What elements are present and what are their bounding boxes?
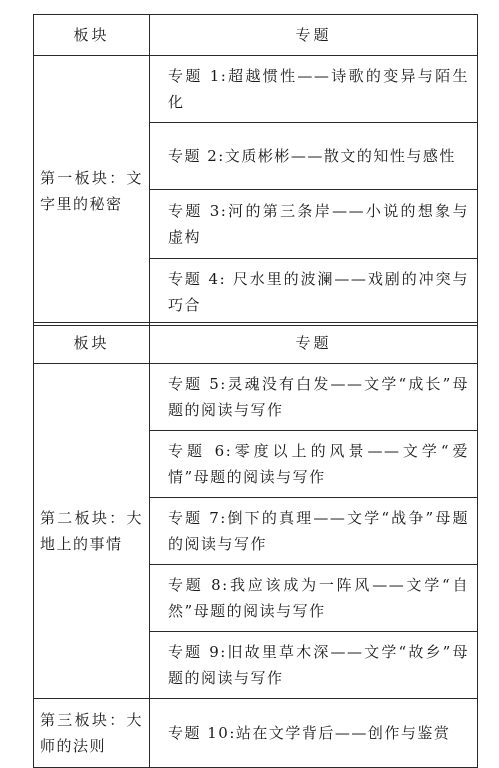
topic-cell: 专题 7:倒下的真理——文学“战争”母题的阅读与写作 <box>150 498 478 565</box>
block-label: 第三板块：大师的法则 <box>34 699 150 768</box>
topic-cell: 专题 8:我应该成为一阵风——文学“自然”母题的阅读与写作 <box>150 565 478 632</box>
header-block: 板块 <box>34 323 150 364</box>
curriculum-table-1 <box>33 14 478 326</box>
table-row <box>34 56 478 123</box>
curriculum-table-2 <box>33 322 478 768</box>
header-topic: 专题 <box>150 15 478 56</box>
table-header-row <box>34 323 478 364</box>
table-row <box>34 364 478 431</box>
topic-cell: 专题 10:站在文学背后——创作与鉴赏 <box>150 699 478 768</box>
block-label: 第二板块：大地上的事情 <box>34 364 150 699</box>
topic-cell: 专题 3:河的第三条岸——小说的想象与虚构 <box>150 190 478 259</box>
topic-cell: 专题 2:文质彬彬——散文的知性与感性 <box>150 123 478 190</box>
topic-cell: 专题 5:灵魂没有白发——文学“成长”母题的阅读与写作 <box>150 364 478 431</box>
topic-cell: 专题 6:零度以上的风景——文学“爱情”母题的阅读与写作 <box>150 431 478 498</box>
header-block: 板块 <box>34 15 150 56</box>
topic-cell: 专题 4: 尺水里的波澜——戏剧的冲突与巧合 <box>150 259 478 326</box>
topic-cell: 专题 1:超越惯性——诗歌的变异与陌生化 <box>150 56 478 123</box>
table-header-row <box>34 15 478 56</box>
header-topic: 专题 <box>150 323 478 364</box>
topic-cell: 专题 9:旧故里草木深——文学“故乡”母题的阅读与写作 <box>150 632 478 699</box>
table-row <box>34 699 478 768</box>
block-label: 第一板块：文字里的秘密 <box>34 56 150 326</box>
